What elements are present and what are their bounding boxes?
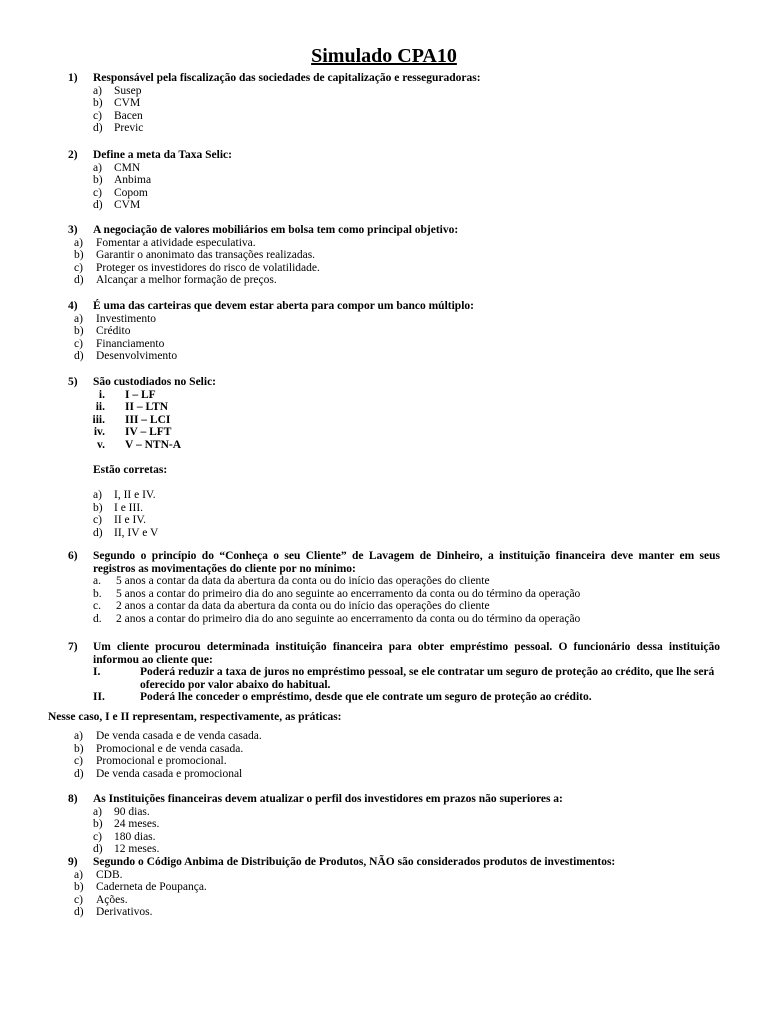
option-label: c. bbox=[93, 600, 101, 613]
options-list bbox=[48, 85, 720, 135]
option-label: d) bbox=[93, 199, 103, 212]
option-d bbox=[48, 843, 720, 856]
option-b bbox=[48, 881, 720, 894]
question-7-options bbox=[48, 730, 720, 780]
option-d bbox=[48, 122, 720, 135]
option-label: a) bbox=[74, 312, 83, 325]
option-a bbox=[48, 575, 720, 588]
option-label: a) bbox=[74, 868, 83, 881]
option-label: c) bbox=[93, 186, 102, 199]
question-5 bbox=[48, 376, 720, 540]
option-text: Proteger os investidores do risco de volatilidade. bbox=[96, 261, 320, 274]
roman-item bbox=[48, 439, 720, 452]
option-a bbox=[48, 162, 720, 175]
question-text: A negociação de valores mobiliários em bolsa tem como principal objetivo: bbox=[93, 224, 459, 236]
question-text-line-2: informou ao cliente que: bbox=[93, 653, 213, 666]
option-text: Derivativos. bbox=[96, 906, 153, 919]
option-c bbox=[48, 894, 720, 907]
option-text: Garantir o anonimato das transações realizadas. bbox=[96, 249, 316, 262]
question-stem bbox=[48, 793, 720, 806]
roman-item bbox=[48, 401, 720, 414]
option-text: Promocional e promocional. bbox=[96, 755, 227, 768]
option-text: II, IV e V bbox=[114, 526, 159, 539]
option-text: Previc bbox=[114, 122, 144, 135]
statement-2 bbox=[48, 691, 720, 704]
question-stem bbox=[48, 856, 720, 869]
question-subtext: Estão corretas: bbox=[93, 463, 168, 476]
option-text: 12 meses. bbox=[114, 843, 160, 856]
option-text: Anbima bbox=[114, 174, 152, 187]
options-list bbox=[48, 869, 720, 919]
option-text: CDB. bbox=[96, 868, 123, 881]
item-label: v. bbox=[97, 438, 105, 451]
question-stem bbox=[48, 149, 720, 162]
question-stem bbox=[48, 72, 720, 85]
page-title: Simulado CPA10 bbox=[311, 45, 457, 67]
option-a bbox=[48, 85, 720, 98]
option-text: Ações. bbox=[96, 893, 128, 906]
option-label: a. bbox=[93, 575, 101, 588]
option-text: CVM bbox=[114, 199, 141, 212]
roman-item bbox=[48, 426, 720, 439]
option-text: 2 anos a contar do primeiro dia do ano seguinte ao encerramento da conta ou do término da operação bbox=[116, 612, 581, 625]
question-stem bbox=[48, 224, 720, 237]
item-label: ii. bbox=[95, 401, 105, 414]
option-b bbox=[48, 249, 720, 262]
option-text: Financiamento bbox=[96, 337, 165, 350]
option-label: b) bbox=[93, 501, 103, 514]
option-text: 90 dias. bbox=[114, 805, 150, 818]
roman-item bbox=[48, 414, 720, 427]
statement-1 bbox=[48, 666, 720, 691]
option-label: d) bbox=[74, 350, 84, 363]
question-7-followup: Nesse caso, I e II representam, respectivamente, as práticas: bbox=[48, 711, 342, 723]
option-a bbox=[48, 730, 720, 743]
question-number: 4) bbox=[68, 300, 78, 312]
option-text: Investimento bbox=[96, 312, 157, 325]
option-label: a) bbox=[93, 161, 102, 174]
question-text: É uma das carteiras que devem estar aberta para compor um banco múltiplo: bbox=[93, 300, 474, 312]
option-label: d) bbox=[74, 767, 84, 780]
question-stem bbox=[48, 550, 720, 575]
options-list bbox=[48, 313, 720, 363]
option-text: 180 dias. bbox=[114, 830, 156, 843]
option-b bbox=[48, 588, 720, 601]
question-8 bbox=[48, 793, 720, 856]
option-label: c) bbox=[74, 261, 83, 274]
item-text: I – LF bbox=[125, 388, 156, 401]
question-7 bbox=[48, 641, 720, 704]
option-b bbox=[48, 743, 720, 756]
option-text: Promocional e de venda casada. bbox=[96, 742, 244, 755]
statement-label: I. bbox=[93, 666, 101, 679]
option-text: 2 anos a contar da data da abertura da conta ou do início das operações do cliente bbox=[116, 600, 490, 613]
option-text: II e IV. bbox=[114, 514, 147, 527]
option-c bbox=[48, 338, 720, 351]
option-a bbox=[48, 313, 720, 326]
option-label: c) bbox=[93, 514, 102, 527]
question-9 bbox=[48, 856, 720, 919]
option-a bbox=[48, 237, 720, 250]
option-text: Alcançar a melhor formação de preços. bbox=[96, 274, 277, 287]
question-number: 6) bbox=[68, 550, 78, 562]
option-a bbox=[48, 806, 720, 819]
option-text: 24 meses. bbox=[114, 818, 160, 831]
option-label: b) bbox=[74, 249, 84, 262]
option-text: Susep bbox=[114, 84, 142, 97]
option-label: b) bbox=[93, 818, 103, 831]
option-text: CVM bbox=[114, 97, 141, 110]
option-label: b) bbox=[93, 97, 103, 110]
option-text: De venda casada e de venda casada. bbox=[96, 730, 262, 742]
option-text: 5 anos a contar da data da abertura da conta ou do início das operações do cliente bbox=[116, 575, 490, 588]
options-list bbox=[48, 237, 720, 287]
option-label: a) bbox=[93, 489, 102, 502]
option-c bbox=[48, 187, 720, 200]
options-list bbox=[48, 575, 720, 625]
question-text: As Instituições financeiras devem atualizar o perfil dos investidores em prazos não superiores a: bbox=[93, 793, 563, 805]
option-label: c) bbox=[74, 893, 83, 906]
option-d bbox=[48, 613, 720, 626]
option-text: I e III. bbox=[114, 501, 144, 514]
options-list bbox=[48, 806, 720, 856]
question-text-line-1: Um cliente procurou determinada instituição financeira para obter empréstimo pessoal. O funcionário dessa instituição bbox=[93, 641, 720, 653]
option-label: a) bbox=[74, 730, 83, 742]
option-d bbox=[48, 906, 720, 919]
option-label: b) bbox=[93, 174, 103, 187]
item-text: V – NTN-A bbox=[125, 438, 182, 451]
question-number: 5) bbox=[68, 376, 78, 388]
item-text: III – LCI bbox=[125, 413, 171, 426]
option-b bbox=[48, 502, 720, 515]
options-list bbox=[48, 730, 720, 780]
statement-text: Poderá reduzir a taxa de juros no empréstimo pessoal, se ele contratar um seguro de proteção ao crédito, que lhe será oferecido por valor abaixo do habitual. bbox=[140, 666, 715, 691]
option-text: Copom bbox=[114, 186, 148, 199]
question-text: Segundo o Código Anbima de Distribuição de Produtos, NÃO são considerados produtos de investimentos: bbox=[93, 856, 616, 868]
question-2 bbox=[48, 149, 720, 212]
question-4 bbox=[48, 300, 720, 363]
option-label: d) bbox=[74, 906, 84, 919]
option-c bbox=[48, 600, 720, 613]
option-label: b) bbox=[74, 881, 84, 894]
option-label: d) bbox=[93, 526, 103, 539]
question-number: 1) bbox=[68, 72, 78, 84]
option-d bbox=[48, 350, 720, 363]
option-label: a) bbox=[93, 84, 102, 97]
question-stem bbox=[48, 300, 720, 313]
roman-items-list bbox=[48, 389, 720, 452]
question-text: Responsável pela fiscalização das sociedades de capitalização e resseguradoras: bbox=[93, 72, 481, 84]
statement-label: II. bbox=[93, 691, 105, 704]
option-text: 5 anos a contar do primeiro dia do ano seguinte ao encerramento da conta ou do término da operação bbox=[116, 587, 581, 600]
option-text: De venda casada e promocional bbox=[96, 767, 243, 780]
option-c bbox=[48, 514, 720, 527]
item-text: IV – LFT bbox=[125, 426, 172, 439]
option-label: a) bbox=[93, 805, 102, 818]
item-text: II – LTN bbox=[125, 401, 169, 414]
option-text: Desenvolvimento bbox=[96, 350, 178, 363]
option-c bbox=[48, 262, 720, 275]
option-label: d) bbox=[93, 122, 103, 135]
question-text: Define a meta da Taxa Selic: bbox=[93, 149, 232, 161]
question-number: 9) bbox=[68, 856, 78, 868]
question-stem bbox=[48, 641, 720, 666]
option-label: c) bbox=[93, 109, 102, 122]
option-text: Crédito bbox=[96, 325, 131, 338]
option-text: Fomentar a atividade especulativa. bbox=[96, 236, 256, 249]
option-c bbox=[48, 755, 720, 768]
option-c bbox=[48, 110, 720, 123]
question-number: 3) bbox=[68, 224, 78, 236]
option-text: Caderneta de Poupança. bbox=[96, 881, 207, 894]
option-d bbox=[48, 199, 720, 212]
item-label: i. bbox=[98, 388, 105, 401]
option-text: CMN bbox=[114, 161, 141, 174]
question-number: 8) bbox=[68, 793, 78, 805]
statement-text: Poderá lhe conceder o empréstimo, desde que ele contrate um seguro de proteção ao crédito. bbox=[140, 691, 592, 704]
option-label: c) bbox=[74, 337, 83, 350]
option-d bbox=[48, 768, 720, 781]
option-label: b) bbox=[74, 325, 84, 338]
option-b bbox=[48, 97, 720, 110]
question-text-line-1: Segundo o princípio do “Conheça o seu Cliente” de Lavagem de Dinheiro, a instituição financeira deve manter em seus bbox=[93, 550, 720, 562]
question-1 bbox=[48, 72, 720, 135]
option-label: c) bbox=[93, 830, 102, 843]
option-label: b. bbox=[93, 587, 102, 600]
option-b bbox=[48, 818, 720, 831]
option-text: I, II e IV. bbox=[114, 489, 156, 502]
item-label: iii. bbox=[92, 413, 105, 426]
question-6 bbox=[48, 550, 720, 626]
question-number: 2) bbox=[68, 149, 78, 161]
option-c bbox=[48, 831, 720, 844]
question-stem bbox=[48, 376, 720, 389]
option-label: d. bbox=[93, 612, 102, 625]
options-list bbox=[48, 489, 720, 539]
roman-item bbox=[48, 389, 720, 402]
option-label: d) bbox=[93, 843, 103, 856]
question-3 bbox=[48, 224, 720, 287]
question-number: 7) bbox=[68, 641, 78, 653]
option-b bbox=[48, 325, 720, 338]
option-a bbox=[48, 869, 720, 882]
question-text-line-2: registros as movimentações do cliente por no mínimo: bbox=[93, 562, 356, 575]
option-label: c) bbox=[74, 755, 83, 768]
option-d bbox=[48, 274, 720, 287]
option-label: b) bbox=[74, 742, 84, 755]
option-a bbox=[48, 489, 720, 502]
option-d bbox=[48, 527, 720, 540]
options-list bbox=[48, 162, 720, 212]
option-b bbox=[48, 174, 720, 187]
option-text: Bacen bbox=[114, 109, 143, 122]
option-label: a) bbox=[74, 236, 83, 249]
question-text: São custodiados no Selic: bbox=[93, 376, 217, 388]
item-label: iv. bbox=[93, 426, 105, 439]
option-label: d) bbox=[74, 274, 84, 287]
